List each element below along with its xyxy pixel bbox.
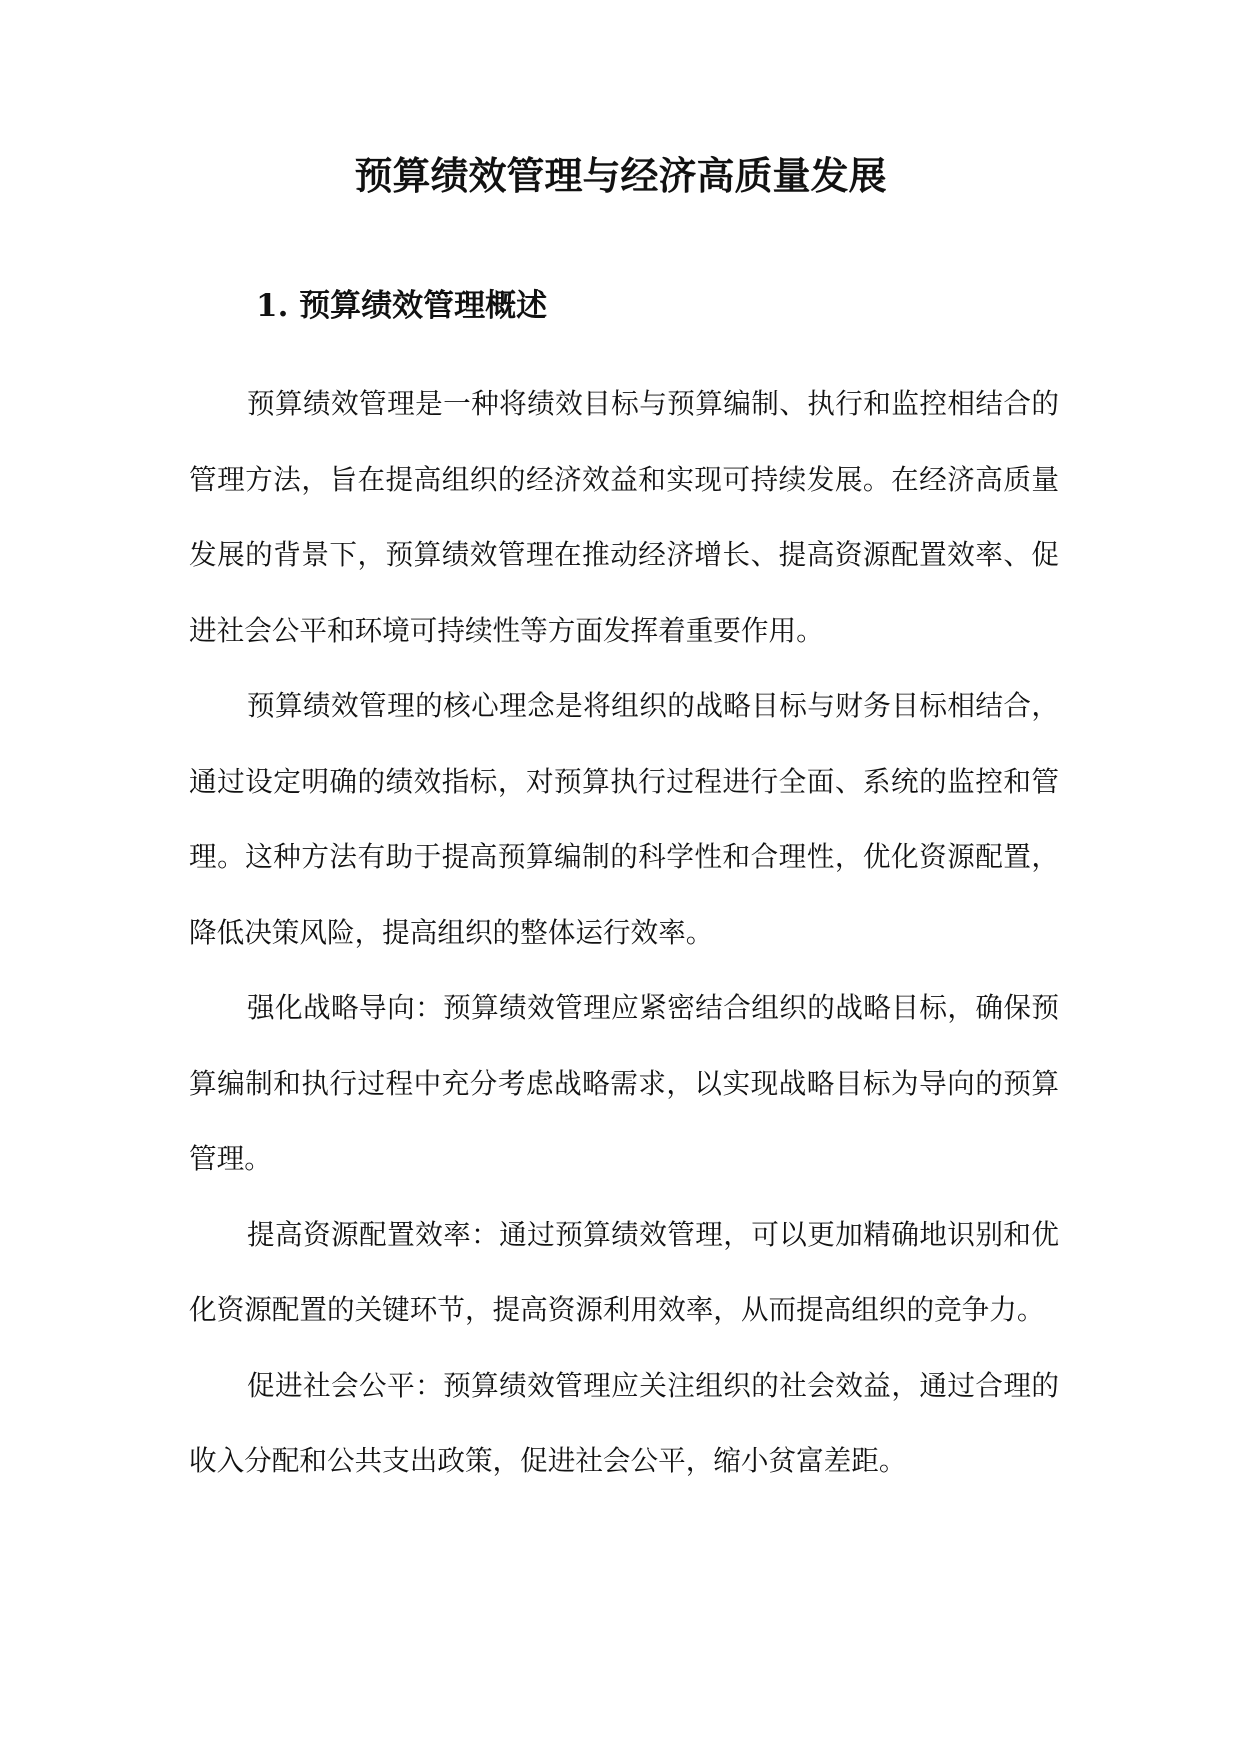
paragraph-resource-efficiency: 提高资源配置效率：通过预算绩效管理，可以更加精确地识别和优化资源配置的关键环节，提高资源利用效率，从而提高组织的竞争力。 xyxy=(189,1217,1059,1326)
paragraph-core-concept: 预算绩效管理的核心理念是将组织的战略目标与财务目标相结合，通过设定明确的绩效指标，对预算执行过程进行全面、系统的监控和管理。这种方法有助于提高预算编制的科学性和合理性，优化资源配置，降低决策风险，提高组织的整体运行效率。 xyxy=(189,689,1059,949)
paragraph-strategy: 强化战略导向：预算绩效管理应紧密结合组织的战略目标，确保预算编制和执行过程中充分考虑战略需求，以实现战略目标为导向的预算管理。 xyxy=(189,991,1059,1175)
document-title: 预算绩效管理与经济高质量发展 xyxy=(354,153,887,198)
paragraph-social-equity: 促进社会公平：预算绩效管理应关注组织的社会效益，通过合理的收入分配和公共支出政策，促进社会公平，缩小贫富差距。 xyxy=(189,1368,1059,1477)
section-heading: 1. 预算绩效管理概述 xyxy=(256,288,548,324)
document-body xyxy=(189,366,1059,1499)
paragraph-overview: 预算绩效管理是一种将绩效目标与预算编制、执行和监控相结合的管理方法，旨在提高组织的经济效益和实现可持续发展。在经济高质量发展的背景下，预算绩效管理在推动经济增长、提高资源配置效率、促进社会公平和环境可持续性等方面发挥着重要作用。 xyxy=(189,387,1059,647)
